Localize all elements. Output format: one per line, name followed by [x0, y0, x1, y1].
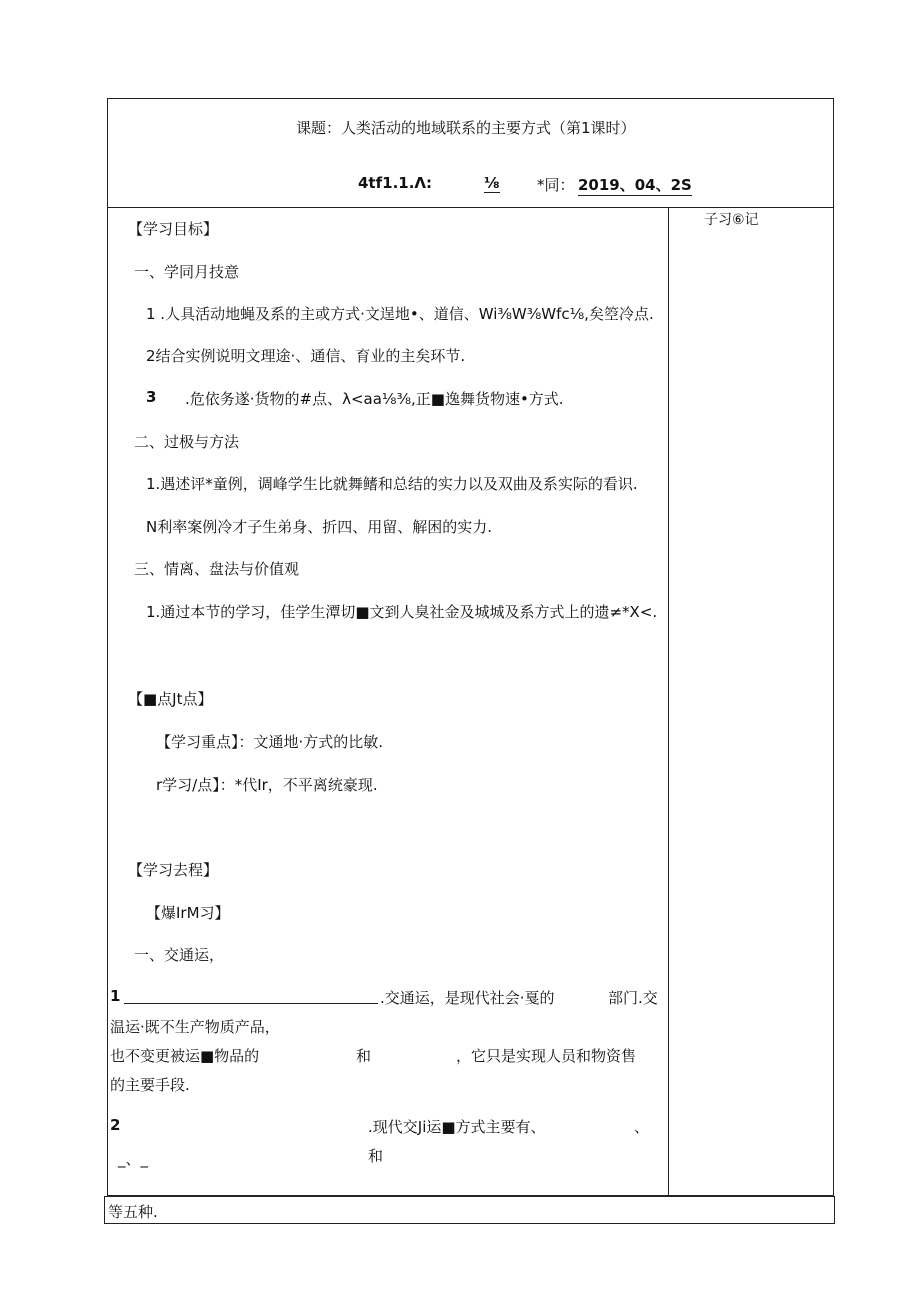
header-divider: [107, 207, 834, 208]
question1-text-a: .交通运，是现代社会·戛的: [380, 989, 555, 1007]
section2-item2: N利率案例冷才子生弟身、折四、用留、解困的实力.: [146, 518, 492, 536]
key-point: 【学习重点】：文通地·方式的比敏.: [156, 733, 384, 751]
question1-line2: 温运·既不生产物质产品，: [110, 1018, 280, 1036]
question1-line3-b: 和: [356, 1047, 372, 1065]
section1-item3: .危依务遂·货物的#点、λ<aa⅛⅜,正■逸舞货物速•方式.: [185, 390, 564, 408]
process-heading: 【学习去程】: [128, 861, 219, 879]
question1-line3-a: 也不变更被运■物品的: [110, 1047, 260, 1065]
section1-item1: 1 .人具活动地蝇及系的主或方式·文逞地•、道信、Wi⅜W⅜Wfc⅛,矣箜冷点.: [146, 305, 654, 323]
question1-line3-c: ，它只是实现人员和物资售: [456, 1047, 637, 1065]
section3-item1: 1.通过本节的学习，佳学生潭切■文到人臭社金及城城及系方式上的遗≠*X<.: [146, 603, 658, 621]
difficult-point: r学习/点】：*代Ir，不平离统豪现.: [156, 776, 378, 794]
question2-dash: _、_: [118, 1150, 149, 1168]
notes-column-divider: [668, 207, 669, 1196]
key-points-heading: 【■点Jt点】: [128, 690, 213, 708]
question1-text-b: 部门.交: [608, 989, 658, 1007]
notes-column-label: 子习⑥记: [704, 212, 759, 228]
question2-text-b: 、: [634, 1118, 650, 1136]
footer-box: [104, 1196, 835, 1224]
question2-and: 和: [368, 1147, 384, 1165]
section1-heading: 一、学同月技意: [134, 263, 240, 281]
meta-mid: ⅛: [484, 174, 500, 192]
question1-number: 1: [110, 987, 121, 1005]
question1-line4: 的主要手段.: [110, 1076, 190, 1094]
question2-number: 2: [110, 1116, 121, 1134]
footer-text: 等五种.: [108, 1203, 158, 1221]
section2-item1: 1.遇述评*童例，调峰学生比就舞鳍和总结的实力以及双曲及系实际的看识.: [146, 475, 638, 493]
preview-heading: 【爆IrM习】: [146, 904, 230, 922]
transport-heading: 一、交通运，: [134, 946, 225, 964]
meta-left: 4tf1.1.Λ:: [358, 174, 433, 192]
section2-heading: 二、过极与方法: [134, 433, 240, 451]
question1-blank-line: [124, 1003, 378, 1004]
section3-heading: 三、情离、盘法与价值观: [134, 560, 300, 578]
goals-heading: 【学习目标】: [128, 220, 219, 238]
lesson-title: 课题：人类活动的地域联系的主要方式（第1课时）: [296, 119, 636, 137]
section1-item2: 2结合实例说明文理途·、通信、育业的主矣环节.: [146, 347, 466, 365]
section1-item3-number: 3: [146, 388, 157, 406]
meta-date: 2019、04、2S: [578, 176, 692, 194]
question2-text-a: .现代交Ji运■方式主要有、: [368, 1118, 546, 1136]
meta-date-prefix: *同：: [537, 176, 575, 194]
